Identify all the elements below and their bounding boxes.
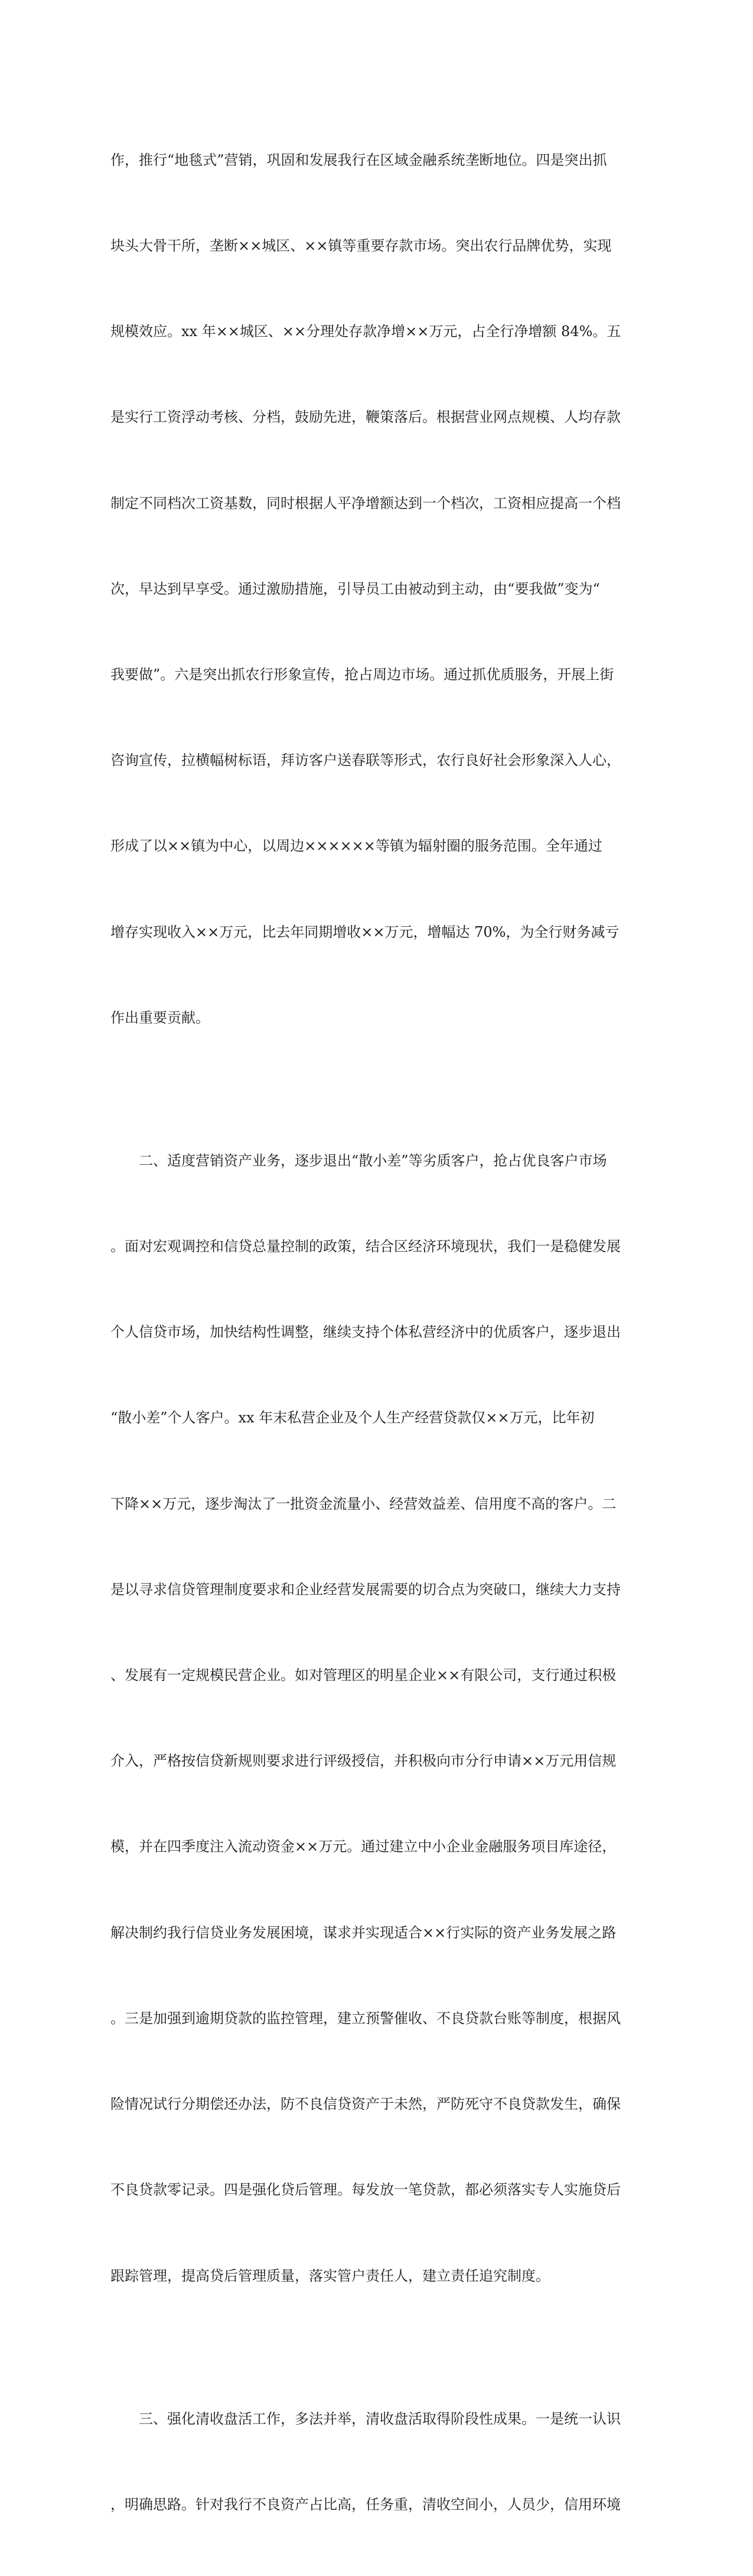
document-page: [110, 89, 642, 2576]
paragraph-2: [110, 1089, 642, 2347]
text-line: 、发展有一定规模民营企业。如对管理区的明星企业××有限公司，支行通过积极: [110, 1667, 617, 1684]
paragraph-3: [110, 2347, 642, 2576]
text-line: “散小差”个人客户。xx 年末私营企业及个人生产经营贷款仅××万元，比年初: [110, 1409, 595, 1427]
text-line: 险情况试行分期偿还办法，防不良信贷资产于未然，严防死守不良贷款发生，确保: [110, 2096, 621, 2113]
text-line: 是以寻求信贷管理制度要求和企业经营发展需要的切合点为突破口，继续大力支持: [110, 1581, 621, 1598]
text-line: 咨询宣传，拉横幅树标语，拜访客户送春联等形式，农行良好社会形象深入人心，: [110, 752, 621, 769]
text-line: 不良贷款零记录。四是强化贷后管理。每发放一笔贷款，都必须落实专人实施贷后: [110, 2181, 621, 2199]
text-line: 规模效应。xx 年××城区、××分理处存款净增××万元，占全行净增额 84%。五: [110, 323, 621, 340]
text-line: 形成了以××镇为中心，以周边××××××等镇为辐射圈的服务范围。全年通过: [110, 838, 602, 855]
text-line: 作，推行“地毯式”营销，巩固和发展我行在区域金融系统垄断地位。四是突出抓: [110, 151, 607, 168]
text-line: 作出重要贡献。: [110, 1009, 210, 1026]
text-line: 。面对宏观调控和信贷总量控制的政策，结合区经济环境现状，我们一是稳健发展: [110, 1238, 621, 1255]
paragraph-1: [110, 89, 642, 1089]
text-line: 我要做”。六是突出抓农行形象宣传，抢占周边市场。通过抓优质服务，开展上街: [110, 666, 614, 683]
text-line: 二、适度营销资产业务，逐步退出“散小差”等劣质客户，抢占优良客户市场: [110, 1152, 607, 1169]
text-line: 制定不同档次工资基数，同时根据人平净增额达到一个档次，工资相应提高一个档: [110, 494, 621, 512]
text-line: 模，并在四季度注入流动资金××万元。通过建立中小企业金融服务项目库途径，: [110, 1838, 617, 1855]
text-line: 次，早达到早享受。通过激励措施，引导员工由被动到主动，由“要我做”变为“: [110, 580, 600, 597]
text-line: 下降××万元，逐步淘汰了一批资金流量小、经营效益差、信用度不高的客户。二: [110, 1495, 617, 1512]
text-line: 块头大骨干所，垄断××城区、××镇等重要存款市场。突出农行品牌优势，实现: [110, 237, 612, 255]
text-line: 个人信贷市场，加快结构性调整，继续支持个体私营经济中的优质客户，逐步退出: [110, 1324, 621, 1341]
text-line: 。三是加强到逾期贷款的监控管理，建立预警催收、不良贷款台账等制度，根据风: [110, 2010, 621, 2027]
text-line: 是实行工资浮动考核、分档，鼓励先进，鞭策落后。根据营业网点规模、人均存款: [110, 409, 621, 426]
text-line: 三、强化清收盘活工作，多法并举，清收盘活取得阶段性成果。一是统一认识: [110, 2410, 621, 2427]
text-line: 介入，严格按信贷新规则要求进行评级授信，并积极向市分行申请××万元用信规: [110, 1753, 617, 1770]
text-line: 解决制约我行信贷业务发展困境，谋求并实现适合××行实际的资产业务发展之路: [110, 1924, 617, 1941]
text-line: 跟踪管理，提高贷后管理质量，落实管户责任人，建立责任追究制度。: [110, 2267, 550, 2284]
text-line: ，明确思路。针对我行不良资产占比高，任务重，清收空间小，人员少，信用环境: [110, 2496, 621, 2513]
text-line: 增存实现收入××万元，比去年同期增收××万元，增幅达 70%，为全行财务减亏: [110, 923, 620, 940]
